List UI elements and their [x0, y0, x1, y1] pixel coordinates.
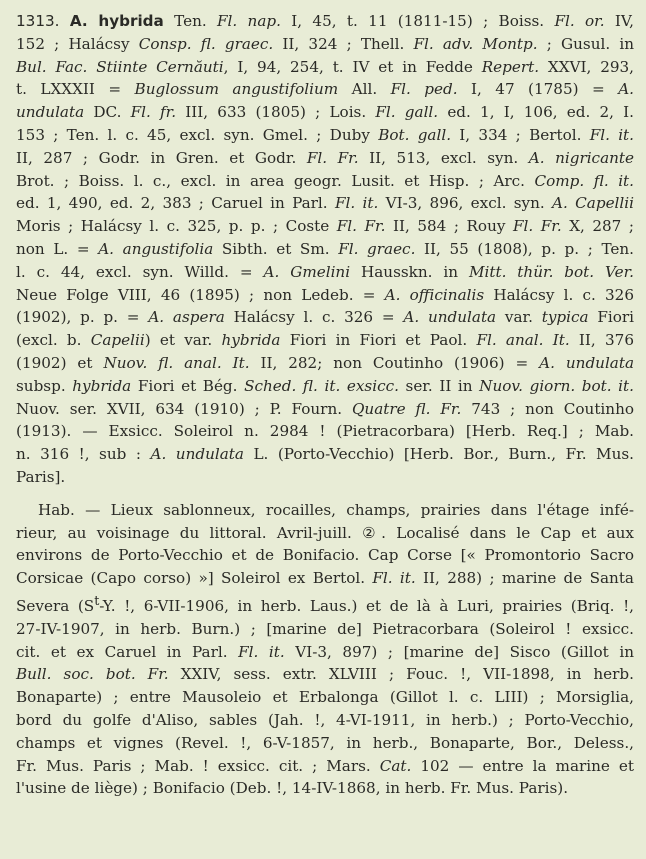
- synonymy-line-18: (1913). — Exsicc. Soleirol n. 2984 ! (Pietracorbara) [Herb. Req.] ; Mab.: [16, 422, 634, 441]
- habitat-line-3: Corsicae (Capo corso) »] Soleirol ex Bertol. Fl. it. II, 288) ; marine de Santa: [16, 569, 634, 588]
- synonymy-line-16: subsp. hybrida Fiori et Bég. Sched. fl. it. exsicc. ser. II in Nuov. giorn. bot. it.: [16, 376, 634, 395]
- habitat-paragraph: [16, 499, 634, 800]
- synonymy-text-0: Ten. Fl. nap. I, 45, t. 11 (1811-15) ; Boiss. Fl. or. IV,: [174, 12, 635, 30]
- synonymy-line-2: Bul. Fac. Stiinte Cernăuti, I, 94, 254, t. IV et in Fedde Repert. XXVI, 293,: [16, 57, 635, 76]
- habitat-line-9: bord du golfe d'Aliso, sables (Jah. !, 4-VI-1911, in herb.) ; Porto-Vecchio,: [16, 710, 634, 729]
- synonymy-line-1: 152 ; Halácsy Consp. fl. graec. II, 324 ; Thell. Fl. adv. Montp. ; Gusul. in: [16, 34, 634, 53]
- synonymy-line-19: n. 316 !, sub : A. undulata L. (Porto-Vecchio) [Herb. Bor., Burn., Fr. Mus.: [16, 445, 634, 464]
- paragraph-gap: [16, 489, 634, 499]
- synonymy-line-3: t. LXXXII = Buglossum angustifolium All. Fl. ped. I, 47 (1785) = A.: [16, 80, 634, 99]
- synonymy-line-5: 153 ; Ten. l. c. 45, excl. syn. Gmel. ; Duby Bot. gall. I, 334 ; Bertol. Fl. it.: [16, 125, 634, 144]
- synonymy-line-4: undulata DC. Fl. fr. III, 633 (1805) ; Lois. Fl. gall. ed. 1, I, 106, ed. 2, I.: [16, 103, 634, 122]
- habitat-line-12: l'usine de liège) ; Bonifacio (Deb. !, 14-IV-1868, in herb. Fr. Mus. Paris).: [16, 779, 569, 798]
- species-name: A. hybrida: [69, 12, 164, 30]
- synonymy-line-15: (1902) et Nuov. fl. anal. It. II, 282; non Coutinho (1906) = A. undulata: [16, 353, 635, 372]
- habitat-line-11: Fr. Mus. Paris ; Mab. ! exsicc. cit. ; Mars. Cat. 102 — entre la marine et: [16, 756, 634, 775]
- synonymy-line-9: Moris ; Halácsy l. c. 325, p. p. ; Coste Fl. Fr. II, 584 ; Rouy Fl. Fr. X, 287 ;: [16, 217, 634, 236]
- habitat-line-5: 27-IV-1907, in herb. Burn.) ; [marine de] Pietracorbara (Soleirol ! exsicc.: [16, 619, 634, 638]
- synonymy-line-7: Brot. ; Boiss. l. c., excl. in area geogr. Lusit. et Hisp. ; Arc. Comp. fl. it.: [16, 171, 634, 190]
- habitat-line-4: Severa ($S^t-Y$. !, 6-VII-1906, in herb. Laus.) et de là à Luri, prairies (Briq. !,: [16, 592, 634, 615]
- habitat-line-1: rieur, au voisinage du littoral. Avril-juill. ②. Localisé dans le Cap et aux: [16, 523, 634, 542]
- synonymy-line-6: II, 287 ; Godr. in Gren. et Godr. Fl. Fr. II, 513, excl. syn. A. nigricante: [16, 148, 634, 167]
- habitat-line-7: Bull. soc. bot. Fr. XXIV, sess. extr. XLVIII ; Fouc. !, VII-1898, in herb.: [16, 665, 634, 684]
- synonymy-line-10: non L. = A. angustifolia Sibth. et Sm. Fl. graec. II, 55 (1808), p. p. ; Ten.: [16, 239, 634, 258]
- synonymy-paragraph: [16, 33, 634, 489]
- synonymy-line-8: ed. 1, 490, ed. 2, 383 ; Caruel in Parl. Fl. it. VI-3, 896, excl. syn. A. Capellii: [16, 194, 634, 213]
- habitat-line-2: environs de Porto-Vecchio et de Bonifacio. Cap Corse [« Promontorio Sacro: [16, 546, 634, 565]
- habitat-line-10: champs et vignes (Revel. !, 6-V-1857, in herb., Bonaparte, Bor., Deless.,: [16, 733, 634, 752]
- entry-number: 1313.: [16, 12, 60, 30]
- habitat-line-8: Bonaparte) ; entre Mausoleio et Erbalonga (Gillot l. c. LIII) ; Morsiglia,: [16, 688, 634, 707]
- synonymy-line-17: Nuov. ser. XVII, 634 (1910) ; P. Fourn. Quatre fl. Fr. 743 ; non Coutinho: [16, 399, 634, 418]
- synonymy-line-11: l. c. 44, excl. syn. Willd. = A. Gmelini Hausskn. in Mitt. thür. bot. Ver.: [16, 262, 634, 281]
- habitat-line-6: cit. et ex Caruel in Parl. Fl. it. VI-3, 897) ; [marine de] Sisco (Gillot in: [16, 642, 634, 661]
- synonymy-line-12: Neue Folge VIII, 46 (1895) ; non Ledeb. = A. officinalis Halácsy l. c. 326: [16, 285, 634, 304]
- habitat-line-0: Hab. — Lieux sablonneux, rocailles, champs, prairies dans l'étage infé-: [38, 500, 634, 519]
- synonymy-line-20: Paris].: [16, 467, 66, 486]
- synonymy-line-14: (excl. b. Capelii) et var. hybrida Fiori in Fiori et Paol. Fl. anal. It. II, 376: [16, 331, 634, 350]
- synonymy-line-0: [16, 10, 634, 33]
- synonymy-line-13: (1902), p. p. = A. aspera Halácsy l. c. 326 = A. undulata var. typica Fiori: [16, 308, 635, 327]
